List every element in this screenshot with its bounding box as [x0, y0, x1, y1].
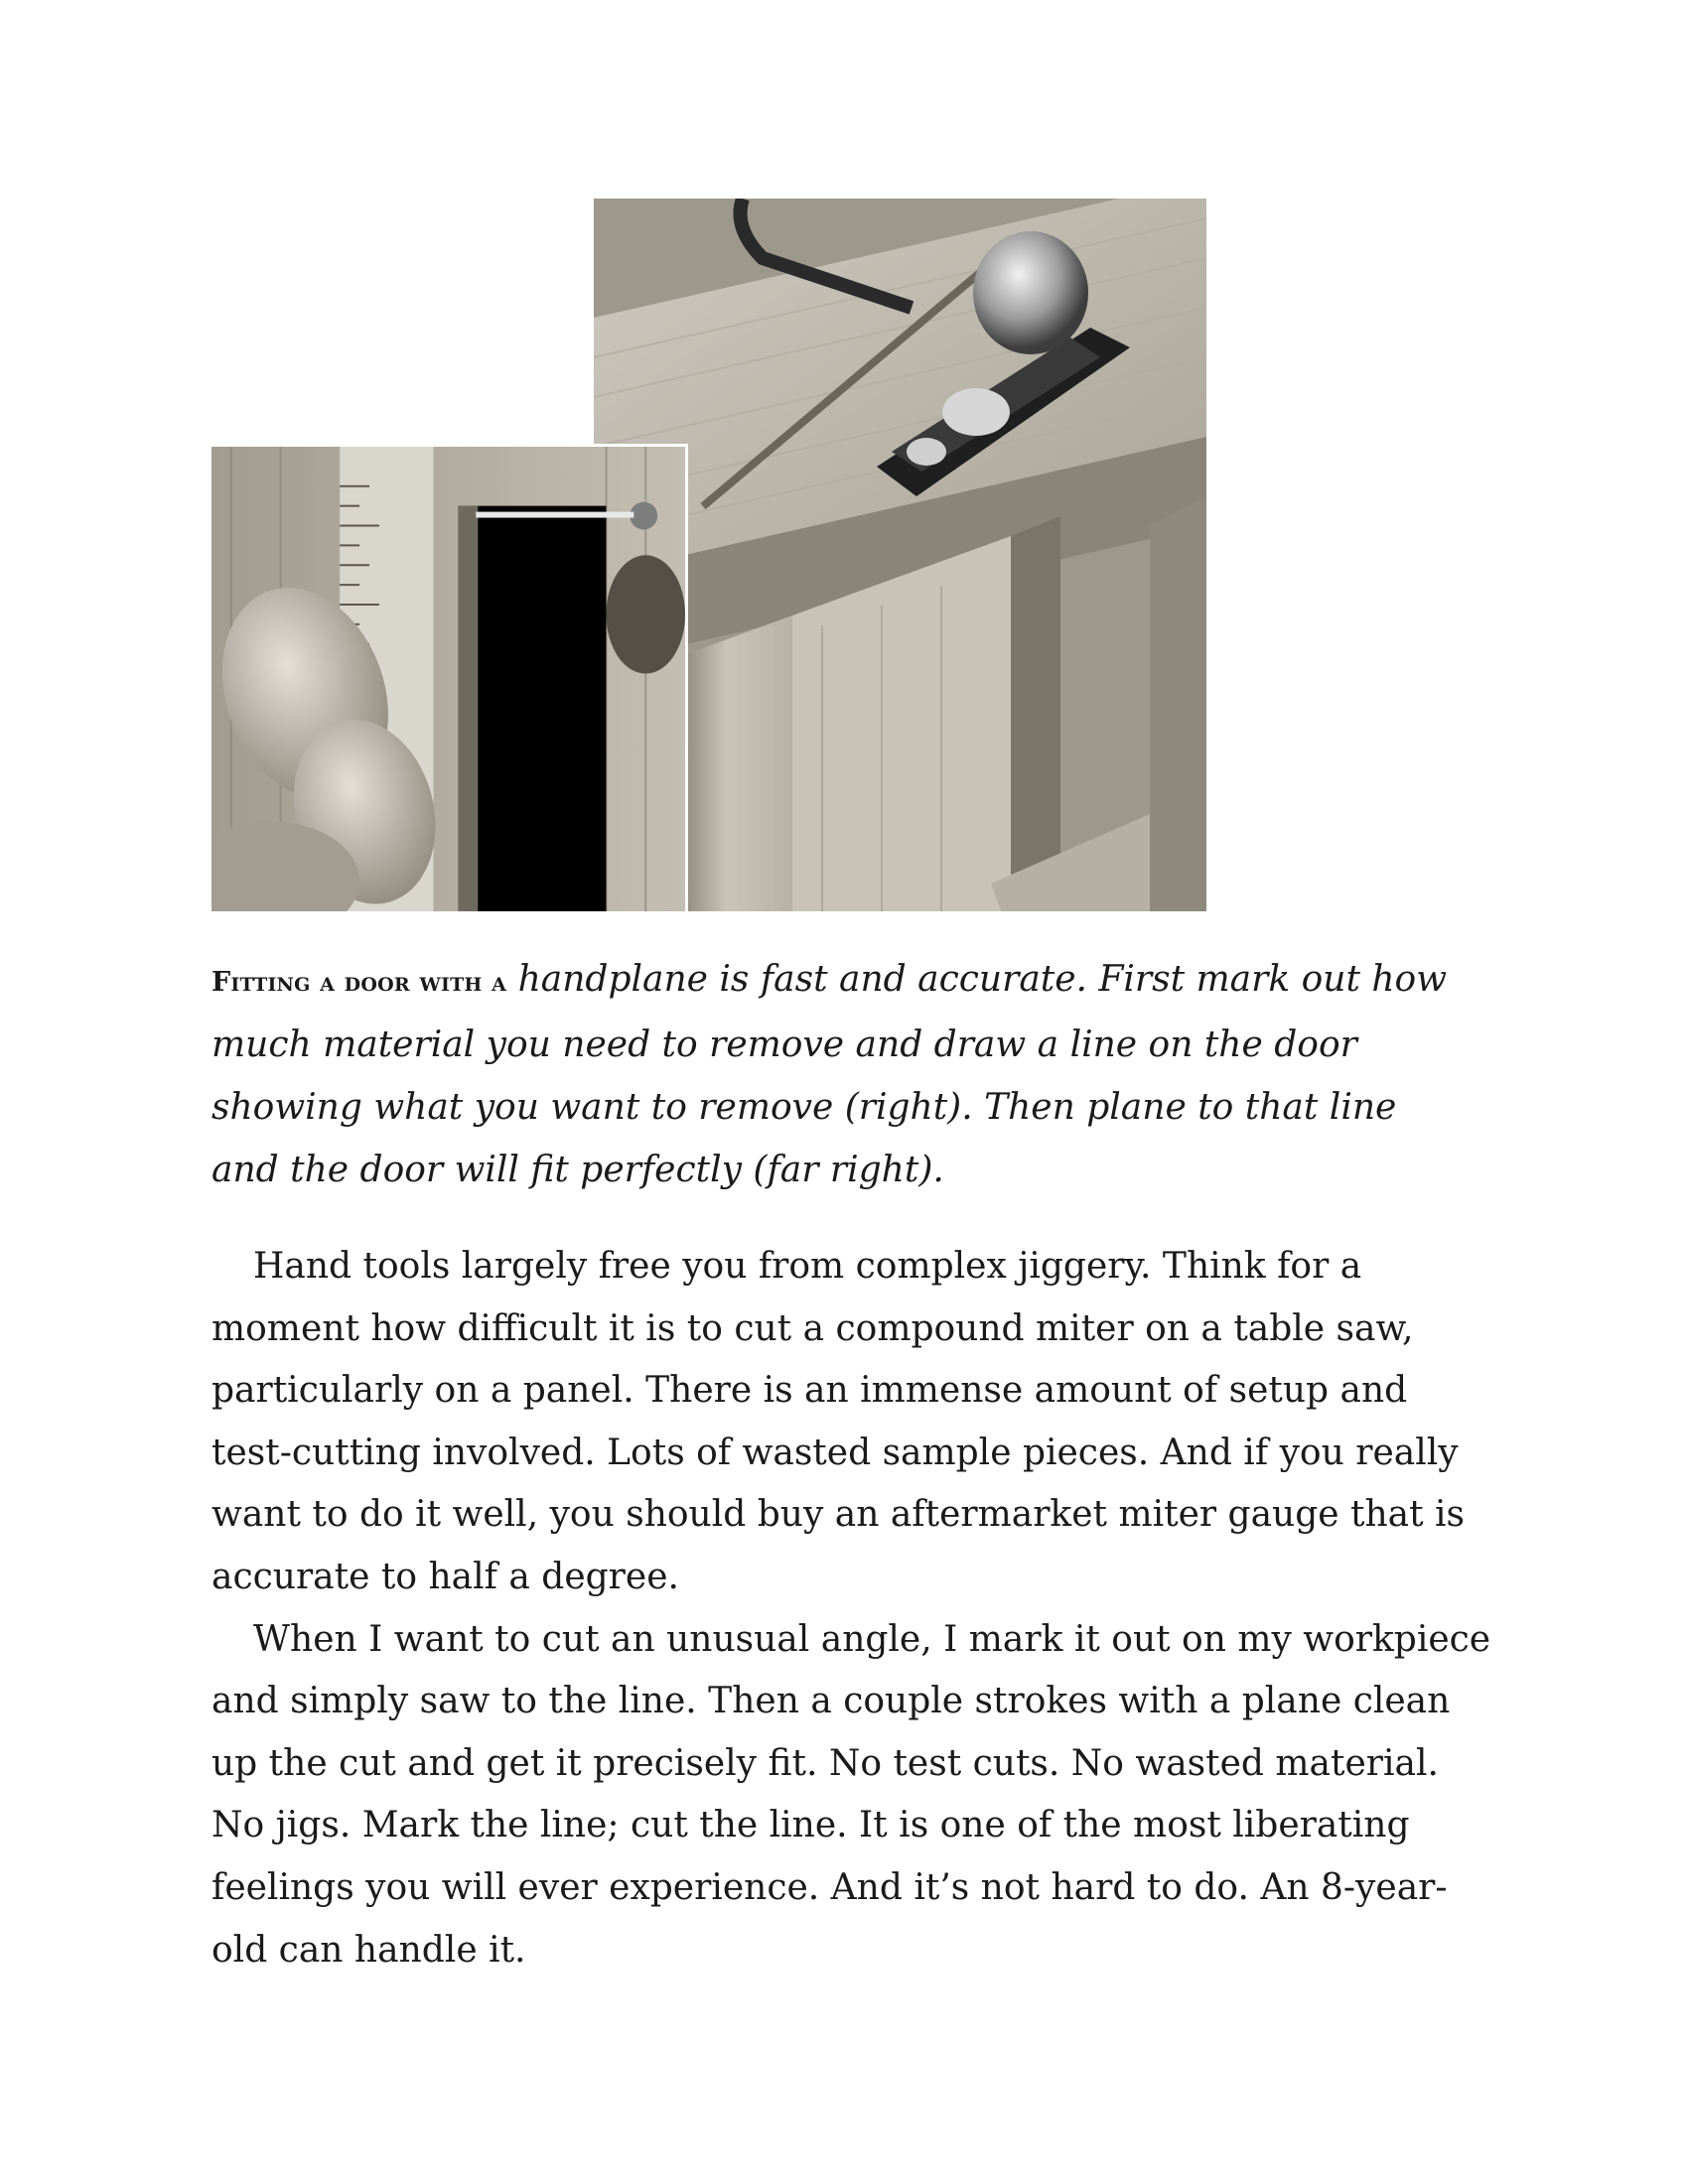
marking-photo-illustration	[211, 447, 685, 911]
body-text	[211, 1236, 1492, 1981]
body-paragraph: When I want to cut an unusual angle, I mark it out on my workpiece and simply saw to the line. Then a couple strokes with a plane clean up the cut and get it precisely fit. No test cuts. No wasted material. No jigs. Mark the line; cut the line. It is one of the most liberating feelings you will ever experience. And it’s not hard to do. An 8-year-old can handle it.	[211, 1618, 1491, 1971]
photo-marking-line	[211, 444, 688, 911]
figure-caption	[211, 948, 1473, 1201]
caption-text: handplane is fast and accurate. First mark out how much material you need to remove and draw a line on the door showing what you want to remove (right). Then plane to that line and the door will fit perfectly (far right).	[211, 959, 1448, 1190]
caption-lead: Fitting a door with a	[211, 967, 507, 998]
body-paragraph: Hand tools largely free you from complex jiggery. Think for a moment how difficult it is to cut a compound miter on a table saw, particularly on a panel. There is an immense amount of setup and test-cutting involved. Lots of wasted sample pieces. And if you really want to do it well, you should buy an aftermarket miter gauge that is accurate to half a degree.	[211, 1246, 1466, 1597]
